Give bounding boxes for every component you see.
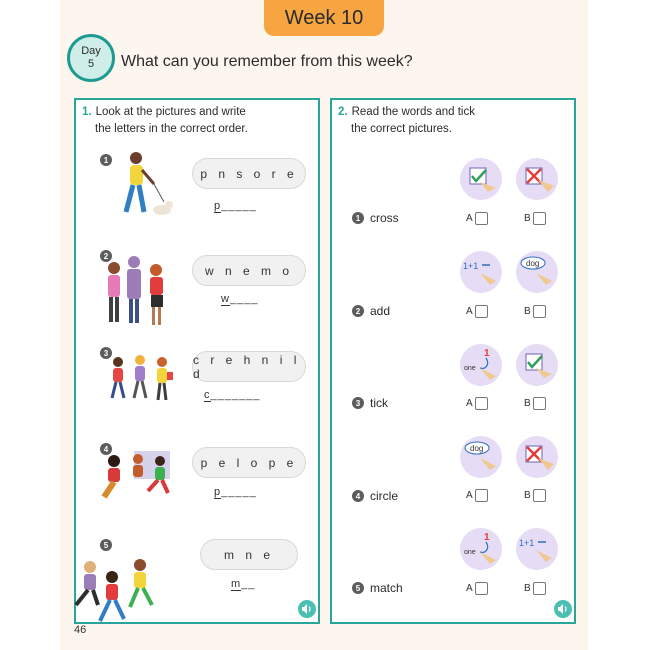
scrambled-word: p e l o p e bbox=[192, 447, 306, 478]
match-number-text: 1 bbox=[484, 348, 490, 359]
match-icon bbox=[460, 528, 502, 570]
exercise-1-instruction bbox=[82, 104, 248, 138]
item-number: 2 bbox=[100, 250, 112, 262]
addition-icon bbox=[516, 528, 558, 570]
scrambled-word: m n e bbox=[200, 539, 298, 570]
exercise-2-instruction bbox=[338, 104, 475, 138]
target-word: cross bbox=[370, 211, 399, 225]
option-b-checkbox[interactable] bbox=[524, 489, 546, 502]
option-b-checkbox[interactable] bbox=[524, 212, 546, 225]
blanks: _______ bbox=[210, 389, 261, 401]
addition-text: 1+1 bbox=[519, 538, 535, 548]
first-letter: w bbox=[221, 293, 230, 305]
target-word: tick bbox=[370, 396, 388, 410]
day-badge bbox=[67, 34, 115, 82]
women-group-illustration bbox=[100, 250, 180, 330]
item-number: 5 bbox=[100, 539, 112, 551]
instruction-line: Look at the pictures and write bbox=[95, 106, 246, 118]
exercise-number: 2. bbox=[338, 106, 348, 118]
first-letter: m bbox=[231, 578, 242, 590]
item-number: 3 bbox=[100, 347, 112, 359]
option-label: B bbox=[524, 583, 531, 594]
instruction-line: the correct pictures. bbox=[351, 123, 452, 135]
option-label: B bbox=[524, 398, 531, 409]
cross-box-icon bbox=[516, 158, 558, 200]
day-number: 5 bbox=[87, 58, 95, 70]
target-word: add bbox=[370, 304, 391, 318]
men-running-illustration bbox=[66, 555, 166, 635]
item-number: 4 bbox=[100, 443, 112, 455]
circled-word-text: dog bbox=[470, 444, 484, 453]
option-a-checkbox[interactable] bbox=[466, 489, 488, 502]
item-number: 2 bbox=[352, 305, 364, 317]
first-letter: p bbox=[214, 486, 222, 498]
person-walking-dog-illustration bbox=[106, 150, 176, 225]
answer-line[interactable] bbox=[221, 293, 258, 305]
option-label: A bbox=[466, 583, 473, 594]
option-label: A bbox=[466, 398, 473, 409]
circled-word-text: dog bbox=[526, 259, 540, 268]
option-b-checkbox[interactable] bbox=[524, 582, 546, 595]
tick-icon bbox=[460, 158, 502, 200]
option-b-checkbox[interactable] bbox=[524, 305, 546, 318]
exercise-1-panel bbox=[74, 98, 320, 624]
exercise-number: 1. bbox=[82, 106, 92, 118]
option-label: A bbox=[466, 490, 473, 501]
match-word-text: one bbox=[464, 549, 476, 556]
scrambled-word: w n e m o bbox=[192, 255, 306, 286]
option-a-checkbox[interactable] bbox=[466, 305, 488, 318]
day-word: Day bbox=[81, 45, 101, 57]
match-number-text: 1 bbox=[484, 532, 490, 543]
tick-icon bbox=[516, 344, 558, 386]
option-a-checkbox[interactable] bbox=[466, 397, 488, 410]
scrambled-word: p n s o r e bbox=[192, 158, 306, 189]
target-word: match bbox=[370, 581, 403, 595]
option-label: B bbox=[524, 490, 531, 501]
option-label: A bbox=[466, 306, 473, 317]
first-letter: p bbox=[214, 200, 222, 212]
answer-line[interactable] bbox=[231, 578, 255, 590]
match-word-text: one bbox=[464, 365, 476, 372]
option-label: B bbox=[524, 306, 531, 317]
circle-word-icon bbox=[516, 251, 558, 293]
option-a-checkbox[interactable] bbox=[466, 212, 488, 225]
answer-line[interactable] bbox=[214, 486, 257, 498]
blanks: ____ bbox=[229, 293, 259, 305]
audio-icon[interactable] bbox=[554, 600, 572, 618]
page-number: 46 bbox=[74, 624, 87, 636]
audio-icon[interactable] bbox=[298, 600, 316, 618]
item-number: 1 bbox=[100, 154, 112, 166]
blanks: _____ bbox=[221, 486, 257, 498]
target-word: circle bbox=[370, 489, 399, 503]
option-label: B bbox=[524, 213, 531, 224]
item-number: 5 bbox=[352, 582, 364, 594]
children-illustration bbox=[104, 350, 184, 410]
first-letter: c bbox=[204, 389, 211, 401]
week-label: Week 10 bbox=[284, 6, 364, 29]
item-number: 1 bbox=[352, 212, 364, 224]
instruction-line: Read the words and tick bbox=[351, 106, 475, 118]
instruction-line: the letters in the correct order. bbox=[95, 123, 248, 135]
option-b-checkbox[interactable] bbox=[524, 397, 546, 410]
addition-icon bbox=[460, 251, 502, 293]
page-title: What can you remember from this week? bbox=[121, 53, 413, 70]
match-icon bbox=[460, 344, 502, 386]
cross-box-icon bbox=[516, 436, 558, 478]
people-dancing-illustration bbox=[96, 445, 176, 505]
option-a-checkbox[interactable] bbox=[466, 582, 488, 595]
blanks: _____ bbox=[221, 200, 257, 212]
week-tab bbox=[264, 0, 384, 36]
scrambled-word: c r e h n i l d bbox=[192, 351, 306, 382]
item-number: 4 bbox=[352, 490, 364, 502]
answer-line[interactable] bbox=[214, 200, 257, 212]
answer-line[interactable] bbox=[204, 389, 260, 401]
blanks: __ bbox=[241, 578, 256, 590]
item-number: 3 bbox=[352, 397, 364, 409]
option-label: A bbox=[466, 213, 473, 224]
addition-text: 1+1 bbox=[463, 261, 479, 271]
exercise-2-panel bbox=[330, 98, 576, 624]
circle-word-icon bbox=[460, 436, 502, 478]
